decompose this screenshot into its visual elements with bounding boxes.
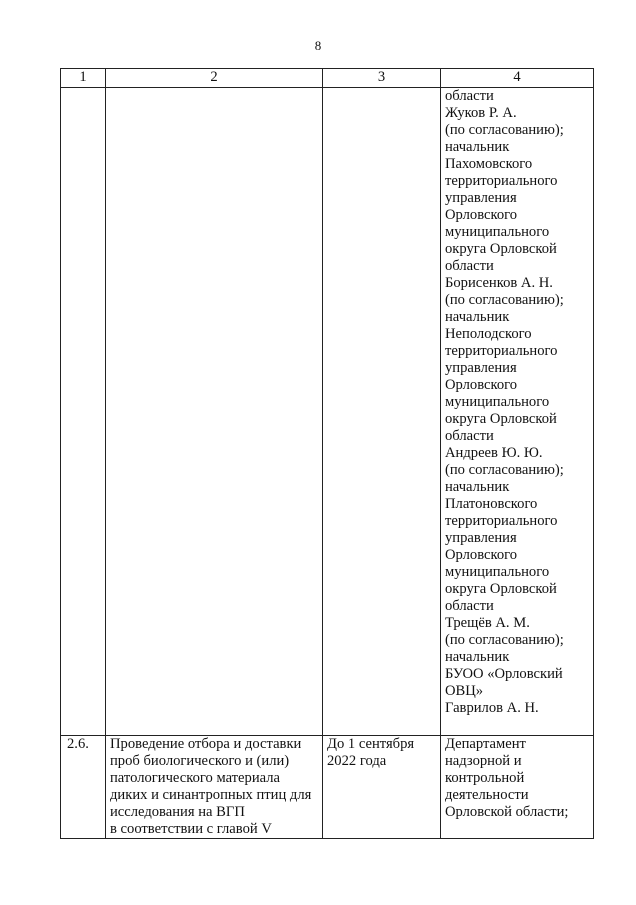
responsible-line: округа Орловской (445, 411, 557, 427)
responsible-line: территориального (445, 513, 558, 529)
document-table (60, 68, 594, 839)
table-row-continuation (61, 88, 594, 736)
responsible-line: Департамент (445, 736, 526, 752)
header-col-4: 4 (441, 69, 594, 88)
row-number: 2.6. (61, 736, 106, 839)
cell-empty-1 (61, 88, 106, 736)
action-line: исследования на ВГП (110, 804, 245, 820)
responsible-line: Орловского (445, 377, 518, 393)
responsible-line: Платоновского (445, 496, 538, 512)
responsible-line: муниципального (445, 564, 550, 580)
responsible-line: области (445, 88, 494, 104)
cell-empty-2 (106, 88, 323, 736)
responsible-line: начальник (445, 309, 510, 325)
responsible-line: муниципального (445, 224, 550, 240)
table-row-2-6 (61, 736, 594, 839)
responsible-line: (по согласованию); (445, 292, 564, 308)
table-header-row (61, 69, 594, 88)
responsible-line: территориального (445, 343, 558, 359)
responsible-line: управления (445, 190, 517, 206)
cell-empty-3 (323, 88, 441, 736)
responsible-line: управления (445, 360, 517, 376)
cell-action (106, 736, 323, 839)
responsible-line: округа Орловской (445, 581, 557, 597)
action-line: диких и синантропных птиц для (110, 787, 312, 803)
responsible-line: Жуков Р. А. (445, 105, 517, 121)
header-col-2: 2 (106, 69, 323, 88)
responsible-line: деятельности (445, 787, 529, 803)
responsible-line: области (445, 258, 494, 274)
page-number: 8 (314, 38, 322, 53)
responsible-line: округа Орловской (445, 241, 557, 257)
header-col-3: 3 (323, 69, 441, 88)
responsible-line: БУОО «Орловский (445, 666, 563, 682)
header-col-1: 1 (61, 69, 106, 88)
responsible-line: Орловской области; (445, 804, 569, 820)
responsible-line: начальник (445, 649, 510, 665)
responsible-line: (по согласованию); (445, 122, 564, 138)
responsible-line: (по согласованию); (445, 462, 564, 478)
responsible-line: Гаврилов А. Н. (445, 700, 539, 716)
responsible-line: муниципального (445, 394, 550, 410)
action-line: Проведение отбора и доставки (110, 736, 302, 752)
responsible-line: контрольной (445, 770, 525, 786)
deadline-line: 2022 года (327, 753, 387, 769)
responsible-line: (по согласованию); (445, 632, 564, 648)
responsible-line: Орловского (445, 207, 518, 223)
deadline-line: До 1 сентября (327, 736, 415, 752)
action-line: патологического материала (110, 770, 281, 786)
responsible-line: Трещёв А. М. (445, 615, 530, 631)
responsible-line: надзорной и (445, 753, 522, 769)
cell-responsible-continued (441, 88, 594, 736)
cell-responsible (441, 736, 594, 839)
responsible-line: Борисенков А. Н. (445, 275, 553, 291)
responsible-line: Неполодского (445, 326, 532, 342)
responsible-line: области (445, 428, 494, 444)
responsible-line: начальник (445, 479, 510, 495)
cell-deadline (323, 736, 441, 839)
responsible-line: управления (445, 530, 517, 546)
responsible-line: территориального (445, 173, 558, 189)
responsible-line: начальник (445, 139, 510, 155)
responsible-line: области (445, 598, 494, 614)
responsible-line: Орловского (445, 547, 518, 563)
responsible-line: ОВЦ» (445, 683, 484, 699)
responsible-line: Пахомовского (445, 156, 533, 172)
responsible-line: Андреев Ю. Ю. (445, 445, 543, 461)
action-line: проб биологического и (или) (110, 753, 290, 769)
action-line: в соответствии с главой V (110, 821, 272, 837)
